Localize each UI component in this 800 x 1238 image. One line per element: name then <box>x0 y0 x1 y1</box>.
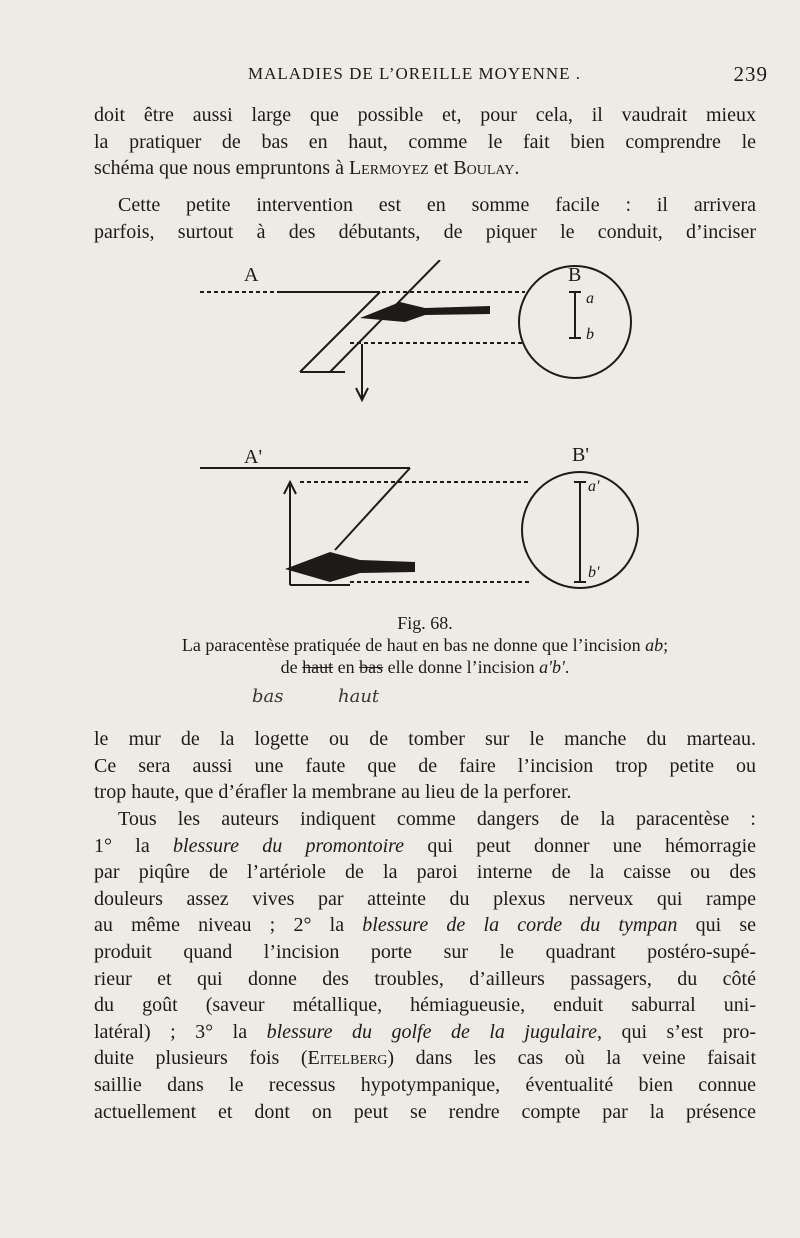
author-name: Lermoyez <box>348 157 429 180</box>
handwritten-note: bas <box>252 686 284 707</box>
header-title: MALADIES DE L’OREILLE MOYENNE . <box>248 64 582 83</box>
label-A: A <box>244 264 259 286</box>
caption-line: La paracentèse pratiquée de haut en bas ne donne que l’incision ab; <box>181 635 669 655</box>
text-line: parfois, surtout à des débutants, de piquer le conduit, d’inciser <box>94 220 756 243</box>
text-line: Ce sera aussi une faute que de faire l’incision trop petite ou <box>94 754 756 777</box>
text-line: produit quand l’incision porte sur le quadrant postéro-supé- <box>94 940 756 963</box>
figure-number: Fig. 68. <box>397 613 453 633</box>
label-A-prime: A' <box>244 446 263 468</box>
handwritten-note: haut <box>338 686 380 707</box>
label-b-prime: b' <box>588 564 600 581</box>
page-number: 239 <box>733 62 768 86</box>
text-line: le mur de la logette ou de tomber sur le manche du marteau. <box>94 728 756 750</box>
text-line: rieur et qui donne des troubles, d’ailleurs passagers, du côté <box>94 967 756 990</box>
text-line: au même niveau ; 2° la blessure de la corde du tympan qui se <box>94 914 757 937</box>
text-line: par piqûre de l’artériole de la paroi interne de la caisse ou des <box>94 861 756 884</box>
label-B: B <box>568 264 582 286</box>
paragraph-1 <box>94 102 756 182</box>
figure-caption <box>94 612 756 678</box>
knife-blade <box>285 552 415 582</box>
paragraph-4 <box>94 806 756 1125</box>
text-line: duite plusieurs fois (Eitelberg) dans les cas où la veine faisait <box>94 1047 757 1070</box>
text-line: doit être aussi large que possible et, pour cela, il vaudrait mieux <box>94 104 756 126</box>
caption-line: de haut en bas elle donne l’incision a'b'. <box>280 657 570 677</box>
author-name: Eitelberg <box>307 1047 388 1070</box>
text-line: du goût (saveur métallique, hémiagueusie, enduit saburral uni- <box>94 994 756 1017</box>
text-line: 1° la blessure du promontoire qui peut donner une hémorragie <box>94 834 757 857</box>
label-B-prime: B' <box>572 444 589 466</box>
knife-blade <box>360 302 490 322</box>
text-line: saillie dans le recessus hypotympanique, éventualité bien connue <box>94 1073 756 1096</box>
text-line: schéma que nous empruntons à Lermoyez et Boulay. <box>94 157 520 180</box>
text-line: latéral) ; 3° la blessure du golfe de la jugulaire, qui s’est pro- <box>94 1020 756 1043</box>
paragraph-2 <box>94 192 756 245</box>
label-a-prime: a' <box>588 478 600 495</box>
canal-wall-line <box>335 468 410 550</box>
label-b: b <box>586 326 594 343</box>
struck-word: bas <box>359 657 384 677</box>
running-header <box>248 60 768 90</box>
struck-word: haut <box>302 657 334 677</box>
text-line: trop haute, que d’érafler la membrane au lieu de la perforer. <box>94 781 572 804</box>
label-a: a <box>586 290 594 307</box>
author-name: Boulay <box>453 157 515 180</box>
text-line: Cette petite intervention est en somme facile : il arrivera <box>118 194 756 216</box>
text-line: Tous les auteurs indiquent comme dangers de la paracentèse : <box>118 808 756 830</box>
figure-68 <box>200 260 660 620</box>
paragraph-3 <box>94 726 756 806</box>
text-line: douleurs assez vives par atteinte du plexus nerveux qui rampe <box>94 887 756 910</box>
text-line: actuellement et dont on peut se rendre compte par la présence <box>94 1100 756 1123</box>
text-line: la pratiquer de bas en haut, comme le fait bien comprendre le <box>94 130 756 153</box>
